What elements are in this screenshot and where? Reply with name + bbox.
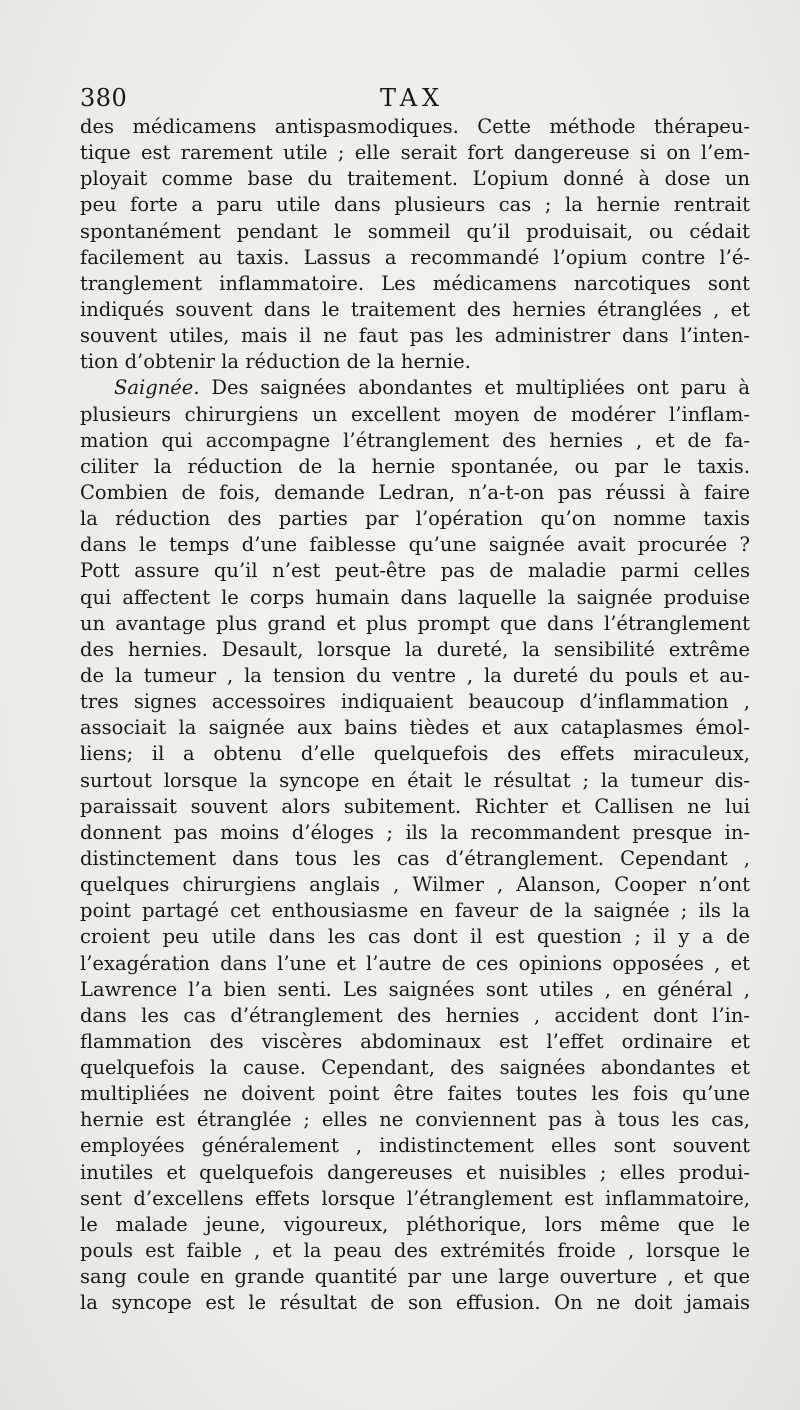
- text-line: indiqués souvent dans le traitement des hernies étranglées , et: [80, 297, 750, 321]
- text-line: peu forte a paru utile dans plusieurs cas ; la hernie rentrait: [80, 193, 750, 217]
- text-line: Pott assure qu’il n’est peut-être pas de maladie parmi celles: [80, 559, 750, 583]
- text-line: tranglement inflammatoire. Les médicamens narcotiques sont: [80, 271, 750, 295]
- text-line: la réduction des parties par l’opération qu’on nomme taxis: [80, 507, 750, 531]
- text-line: Lawrence l’a bien senti. Les saignées sont utiles , en général ,: [80, 977, 750, 1001]
- text-line: la syncope est le résultat de son effusion. On ne doit jamais: [80, 1291, 750, 1315]
- section-lead: Saignée.: [114, 376, 200, 400]
- text-line: ployait comme base du traitement. L’opium donné à dose un: [80, 167, 750, 191]
- paragraph-first-line: [80, 375, 750, 401]
- text-line: inutiles et quelquefois dangereuses et nuisibles ; elles produi-: [80, 1160, 750, 1184]
- text-line: associait la saignée aux bains tièdes et aux cataplasmes émol-: [80, 716, 750, 740]
- text-line: donnent pas moins d’éloges ; ils la recommandent presque in-: [80, 820, 750, 844]
- text-line: ciliter la réduction de la hernie spontanée, ou par le taxis.: [80, 454, 750, 478]
- text-line: des hernies. Desault, lorsque la dureté, la sensibilité extrême: [80, 637, 750, 661]
- text-line: des médicamens antispasmodiques. Cette méthode thérapeu-: [80, 115, 750, 138]
- page-header: [80, 84, 760, 114]
- text-line: dans le temps d’une faiblesse qu’une saignée avait procurée ?: [80, 533, 750, 557]
- text-line: pouls est faible , et la peau des extrémités froide , lorsque le: [80, 1239, 750, 1263]
- text-line: mation qui accompagne l’étranglement des hernies , et de fa-: [80, 428, 750, 452]
- text-line: spontanément pendant le sommeil qu’il produisait, ou cédait: [80, 219, 750, 243]
- text-line: tique est rarement utile ; elle serait fort dangereuse si on l’em-: [80, 141, 750, 165]
- text-line: Combien de fois, demande Ledran, n’a-t-on pas réussi à faire: [80, 480, 750, 504]
- text-line: sang coule en grande quantité par une large ouverture , et que: [80, 1265, 750, 1289]
- text-line: distinctement dans tous les cas d’étranglement. Cependant ,: [80, 846, 750, 870]
- text-line: dans les cas d’étranglement des hernies , accident dont l’in-: [80, 1003, 750, 1027]
- text-line: tres signes accessoires indiquaient beaucoup d’inflammation ,: [80, 690, 750, 714]
- text-line: sent d’excellens effets lorsque l’étranglement est inflammatoire,: [80, 1186, 750, 1210]
- text-line: liens; il a obtenu d’elle quelquefois des effets miraculeux,: [80, 742, 750, 766]
- text-line: quelquefois la cause. Cependant, des saignées abondantes et: [80, 1056, 750, 1080]
- text-line: hernie est étranglée ; elles ne conviennent pas à tous les cas,: [80, 1108, 750, 1132]
- text-line: quelques chirurgiens anglais , Wilmer , Alanson, Cooper n’ont: [80, 873, 750, 897]
- text-line: un avantage plus grand et plus prompt que dans l’étranglement: [80, 611, 750, 635]
- text-line: le malade jeune, vigoureux, pléthorique, lors même que le: [80, 1212, 750, 1236]
- text-line: surtout lorsque la syncope en était le résultat ; la tumeur dis-: [80, 768, 750, 792]
- text-line: flammation des viscères abdominaux est l’effet ordinaire et: [80, 1029, 750, 1053]
- text-line: qui affectent le corps humain dans laquelle la saignée produise: [80, 585, 750, 609]
- text-line: multipliées ne doivent point être faites toutes les fois qu’une: [80, 1082, 750, 1106]
- text-line: l’exagération dans l’une et l’autre de ces opinions opposées , et: [80, 951, 750, 975]
- page-number: 380: [80, 84, 128, 112]
- text-line: paraissait souvent alors subitement. Richter et Callisen ne lui: [80, 794, 750, 818]
- text-line: plusieurs chirurgiens un excellent moyen de modérer l’inflam-: [80, 402, 750, 426]
- text-line: de la tumeur , la tension du ventre , la dureté du pouls et au-: [80, 663, 750, 687]
- text-line: point partagé cet enthousiasme en faveur de la saignée ; ils la: [80, 899, 750, 923]
- first-line-text: Des saignées abondantes et multipliées ont paru à: [199, 376, 750, 400]
- running-head: TAX: [380, 84, 445, 112]
- text-line: souvent utiles, mais il ne faut pas les administrer dans l’inten-: [80, 324, 750, 348]
- text-line: croient peu utile dans les cas dont il est question ; il y a de: [80, 925, 750, 949]
- body-text: [80, 114, 750, 1316]
- text-line: facilement au taxis. Lassus a recommandé l’opium contre l’é-: [80, 245, 750, 269]
- text-line: employées généralement , indistinctement elles sont souvent: [80, 1134, 750, 1158]
- text-line: tion d’obtenir la réduction de la hernie.: [80, 350, 471, 374]
